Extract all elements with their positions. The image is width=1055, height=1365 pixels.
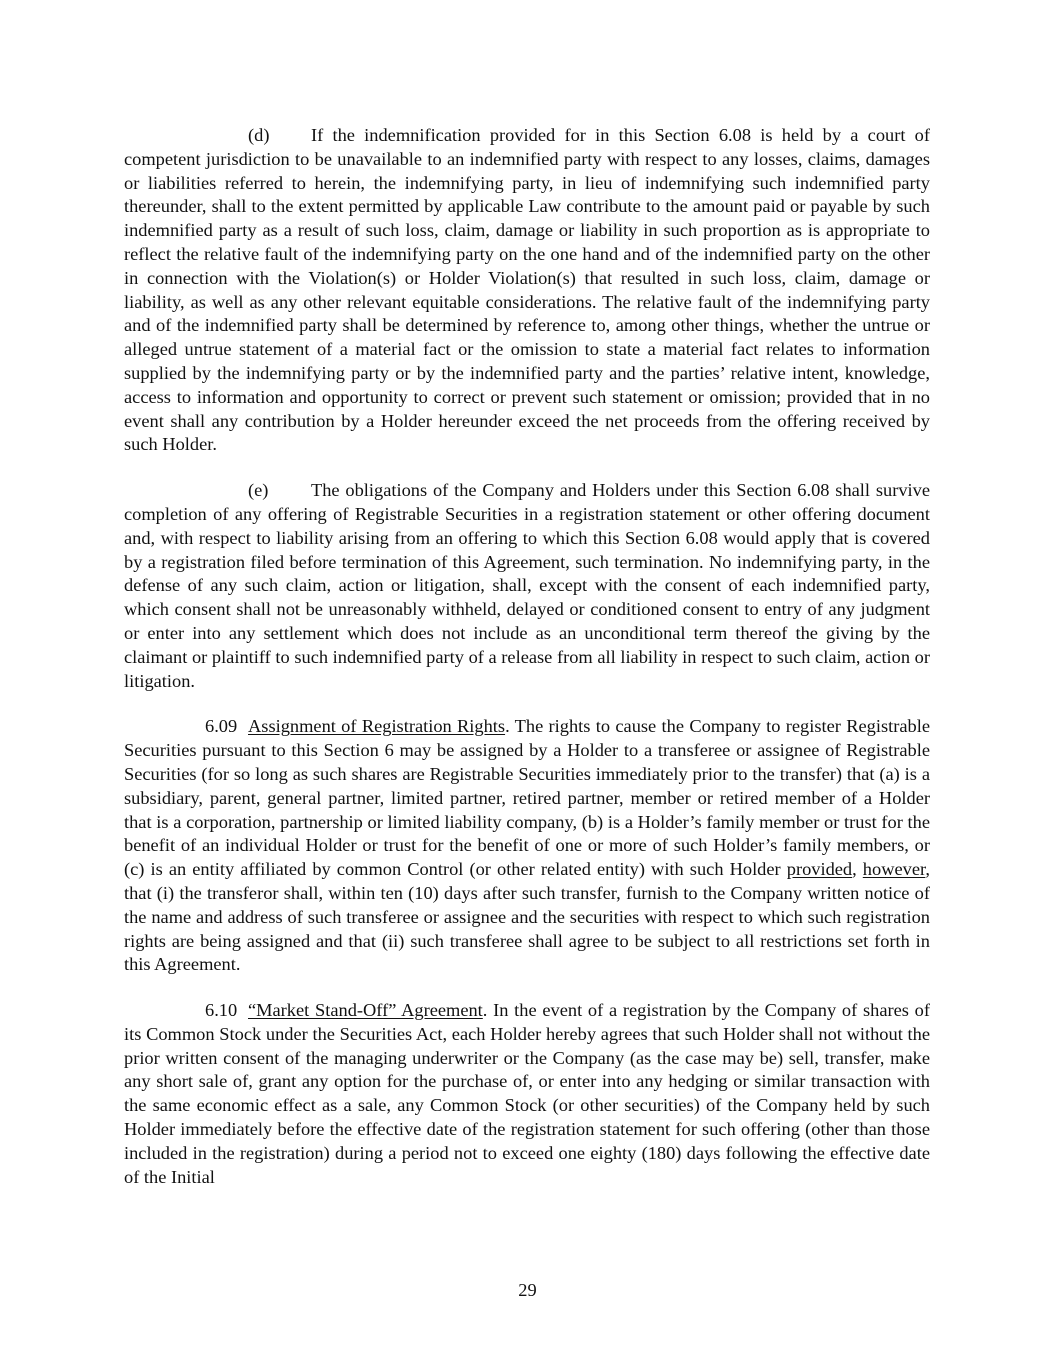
provided-term: provided (786, 859, 853, 880)
section-6-10 (124, 999, 930, 1189)
provided-comma: , (852, 859, 863, 880)
paragraph-6-08-d (124, 124, 930, 457)
section-number-6-10: 6.10 (205, 1000, 238, 1021)
paragraph-6-08-e (124, 479, 930, 693)
page-number: 29 (518, 1280, 537, 1300)
paragraph-number-e: (e) (248, 480, 269, 501)
section-number-6-09: 6.09 (205, 716, 238, 737)
document-page (124, 124, 930, 1211)
section-6-09 (124, 715, 930, 977)
paragraph-text-e: The obligations of the Company and Holders under this Section 6.08 shall survive completion of any offering of Registrable Securities in a registration statement or other offering document and, with respect to liability arising from an offering to which this Section 6.08 would apply that is covered by a registration filed before termination of this Agreement, such termination. No indemnifying party, in the defense of any such claim, action or litigation, shall, except with the consent of each indemnified party, which consent shall not be unreasonably withheld, delayed or conditioned consent to entry of any judgment or enter into any settlement which does not include as an unconditional term thereof the giving by the claimant or plaintiff to such indemnified party of a release from all liability in respect to such claim, action or litigation. (124, 480, 930, 691)
section-heading-6-10: “Market Stand-Off” Agreement (248, 1000, 483, 1021)
paragraph-number-d: (d) (248, 125, 270, 145)
section-text-6-09-b: , that (i) the transferor shall, within ten (10) days after such transfer, furnish to the Company written notice of the name and address of such transferee or assignee and the securities with respect to which such registration rights are being assigned and that (ii) such transferee shall agree to be subject to all restrictions set forth in this Agreement. (124, 859, 930, 975)
section-text-6-10: . In the event of a registration by the Company of shares of its Common Stock under the Securities Act, each Holder hereby agrees that such Holder shall not without the prior written consent of the managing underwriter or the Company (as the case may be) sell, transfer, make any short sale of, grant any option for the purchase of, or enter into any hedging or similar transaction with the same economic effect as a sale, any Common Stock (or other securities) of the Company held by such Holder immediately before the effective date of the registration statement for such offering (other than those included in the registration) during a period not to exceed one eighty (180) days following the effective date of the Initial (124, 1000, 930, 1187)
paragraph-text-d: If the indemnification provided for in this Section 6.08 is held by a court of competent jurisdiction to be unavailable to an indemnified party with respect to any losses, claims, damages or liabilities referred to herein, the indemnifying party, in lieu of indemnifying such indemnified party thereunder, shall to the extent permitted by applicable Law contribute to the amount paid or payable by such indemnified party as a result of such loss, claim, damage or liability in such proportion as is appropriate to reflect the relative fault of the indemnifying party on the one hand and of the indemnified party on the other in connection with the Violation(s) or Holder Violation(s) that resulted in such loss, claim, damage or liability, as well as any other relevant equitable considerations. The relative fault of the indemnifying party and of the indemnified party shall be determined by reference to, among other things, whether the untrue or alleged untrue statement of a material fact or the omission to state a material fact relates to information supplied by the indemnifying party or by the indemnified party and the parties’ relative intent, knowledge, access to information and opportunity to correct or prevent such statement or omission; provided that in no event shall any contribution by a Holder hereunder exceed the net proceeds from the offering received by such Holder. (124, 125, 930, 455)
section-text-6-09-a: . The rights to cause the Company to register Registrable Securities pursuant to this Section 6 may be assigned by a Holder to a transferee or assignee of Registrable Securities (for so long as such shares are Registrable Securities immediately prior to the transfer) that (a) is a subsidiary, parent, general partner, limited partner, retired partner, member or retired member of a Holder that is a corporation, partnership or limited liability company, (b) is a Holder’s family member or trust for the benefit of an individual Holder or trust for the benefit of one or more of such Holder’s family members, or (c) is an entity affiliated by common Control (or other related entity) with such Holder (124, 716, 930, 880)
however-term: however (862, 859, 926, 880)
section-heading-6-09: Assignment of Registration Rights (248, 716, 506, 737)
